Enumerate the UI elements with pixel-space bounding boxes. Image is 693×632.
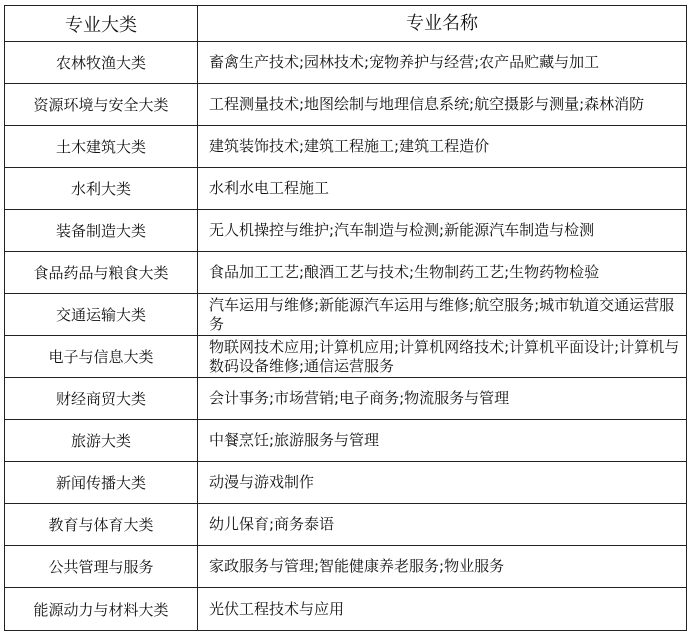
header-majors: 专业名称 — [406, 13, 478, 34]
majors-cell: 动漫与游戏制作 — [209, 473, 315, 491]
table-row — [5, 168, 686, 210]
majors-cell: 食品加工工艺;酿酒工艺与技术;生物制药工艺;生物药物检验 — [209, 263, 600, 281]
category-cell: 公共管理与服务 — [5, 546, 198, 587]
majors-cell: 中餐烹饪;旅游服务与管理 — [209, 431, 380, 449]
majors-cell: 幼儿保育;商务泰语 — [209, 515, 335, 533]
category-cell: 土木建筑大类 — [5, 126, 198, 167]
majors-cell: 建筑装饰技术;建筑工程施工;建筑工程造价 — [209, 137, 490, 155]
category-cell: 农林牧渔大类 — [5, 42, 198, 83]
category-cell: 电子与信息大类 — [5, 336, 198, 377]
category-cell: 能源动力与材料大类 — [5, 588, 198, 630]
table-row — [5, 252, 686, 294]
header-category: 专业大类 — [5, 6, 198, 41]
table-row — [5, 588, 686, 630]
table-row — [5, 378, 686, 420]
category-cell: 装备制造大类 — [5, 210, 198, 251]
majors-table — [4, 5, 687, 631]
table-row — [5, 420, 686, 462]
majors-cell: 会计事务;市场营销;电子商务;物流服务与管理 — [209, 389, 510, 407]
majors-cell: 无人机操控与维护;汽车制造与检测;新能源汽车制造与检测 — [209, 221, 595, 239]
table-row — [5, 294, 686, 336]
table-row — [5, 504, 686, 546]
category-cell: 财经商贸大类 — [5, 378, 198, 419]
category-cell: 教育与体育大类 — [5, 504, 198, 545]
table-row — [5, 546, 686, 588]
majors-cell: 水利水电工程施工 — [209, 179, 330, 197]
table-row — [5, 462, 686, 504]
category-cell: 旅游大类 — [5, 420, 198, 461]
table-row — [5, 42, 686, 84]
majors-cell: 家政服务与管理;智能健康养老服务;物业服务 — [209, 557, 505, 575]
majors-cell: 物联网技术应用;计算机应用;计算机网络技术;计算机平面设计;计算机与数码设备维修;通信运营服务 — [209, 337, 680, 375]
majors-cell: 汽车运用与维修;新能源汽车运用与维修;航空服务;城市轨道交通运营服务 — [209, 295, 675, 333]
table-row — [5, 126, 686, 168]
category-cell: 新闻传播大类 — [5, 462, 198, 503]
table-row — [5, 336, 686, 378]
table-header-row — [5, 6, 686, 42]
category-cell: 资源环境与安全大类 — [5, 84, 198, 125]
majors-cell: 光伏工程技术与应用 — [209, 599, 345, 618]
table-row — [5, 210, 686, 252]
category-cell: 食品药品与粮食大类 — [5, 252, 198, 293]
table-row — [5, 84, 686, 126]
majors-cell: 工程测量技术;地图绘制与地理信息系统;航空摄影与测量;森林消防 — [209, 95, 645, 113]
category-cell: 交通运输大类 — [5, 294, 198, 335]
category-cell: 水利大类 — [5, 168, 198, 209]
majors-cell: 畜禽生产技术;园林技术;宠物养护与经营;农产品贮藏与加工 — [209, 53, 600, 71]
